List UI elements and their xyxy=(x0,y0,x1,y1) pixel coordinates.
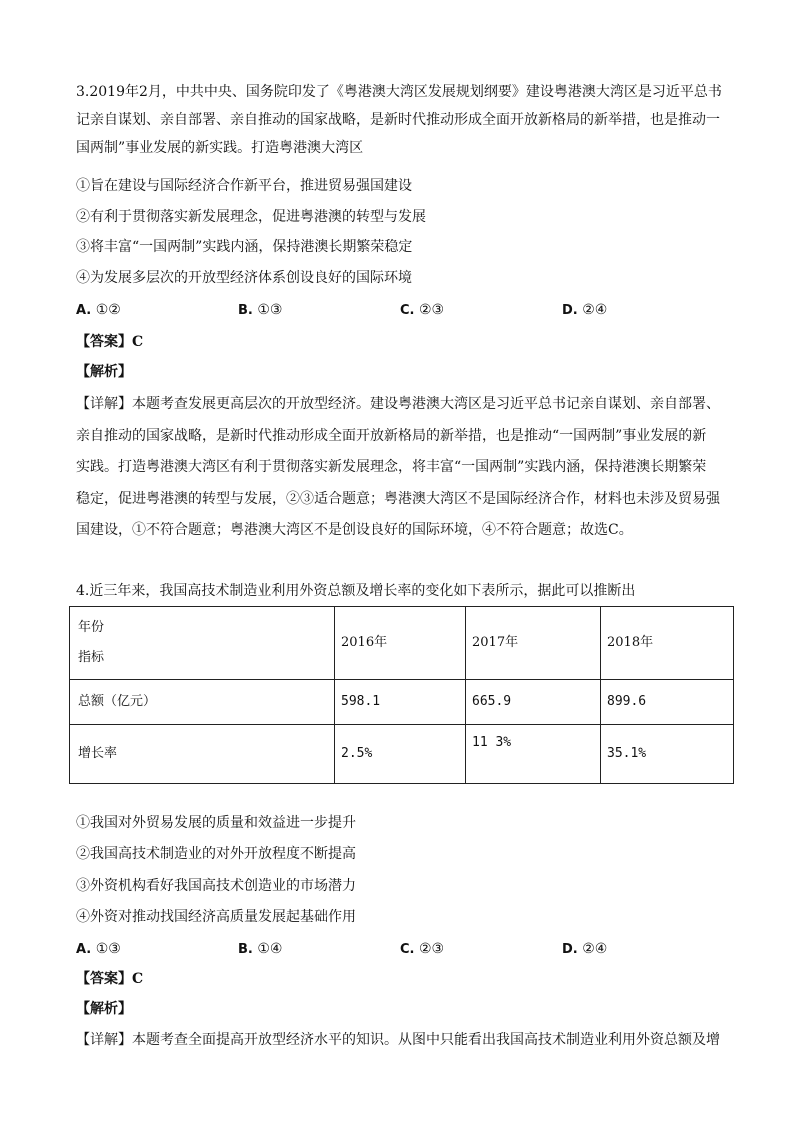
table-row-label: 总额（亿元） xyxy=(70,680,335,725)
q3-detail-line-5: 国建设，①不符合题意；粤港澳大湾区不是创设良好的国际环境，④不符合题意；故选C。 xyxy=(76,522,633,538)
table-cell: 899.6 xyxy=(601,680,734,725)
q3-option-d xyxy=(562,300,607,321)
table-corner-indicator: 指标 xyxy=(78,650,105,665)
q3-detail-line-4: 稳定，促进粤港澳的转型与发展，②③适合题意；粤港澳大湾区不是国际经济合作，材料也未涉及贸易强 xyxy=(76,491,720,507)
table-year-2016: 2016年 xyxy=(335,607,466,680)
q3-option-b-letter: B. xyxy=(238,303,253,318)
q4-option-b-letter: B. xyxy=(238,942,253,957)
q3-detail-line-3: 实践。打造粤港澳大湾区有利于贯彻落实新发展理念，将丰富“一国两制”实践内涵，保持港澳长期繁荣 xyxy=(76,459,707,475)
table-corner-cell xyxy=(70,607,335,680)
q4-option-c xyxy=(400,939,444,960)
q3-option-a-letter: A. xyxy=(76,303,92,318)
q4-item-4: ④外资对推动找国经济高质量发展起基础作用 xyxy=(76,909,356,925)
q3-answer: 【答案】C xyxy=(76,334,144,350)
q4-stem: 4.近三年来，我国高技术制造业利用外资总额及增长率的变化如下表所示，据此可以推断出 xyxy=(76,583,636,599)
q4-item-3: ③外资机构看好我国高技术创造业的市场潜力 xyxy=(76,878,356,894)
q4-option-d-text: ②④ xyxy=(582,941,608,957)
q3-option-a xyxy=(76,300,121,321)
table-corner-year: 年份 xyxy=(78,620,105,635)
q3-detail-line-1: 【详解】本题考查发展更高层次的开放型经济。建设粤港澳大湾区是习近平总书记亲自谋划、亲自部署、 xyxy=(76,396,720,412)
q4-analysis-label: 【解析】 xyxy=(76,1001,132,1017)
q3-stem-line-1: 3.2019年2月，中共中央、国务院印发了《粤港澳大湾区发展规划纲要》建设粤港澳大湾区是习近平总书 xyxy=(76,84,722,100)
q3-analysis-label: 【解析】 xyxy=(76,364,132,380)
q4-option-d-letter: D. xyxy=(562,942,578,957)
q4-option-a xyxy=(76,939,121,960)
q3-option-d-text: ②④ xyxy=(582,302,608,318)
q4-option-d xyxy=(562,939,607,960)
q4-option-c-letter: C. xyxy=(400,942,415,957)
q4-answer: 【答案】C xyxy=(76,971,144,987)
q4-option-b-text: ①④ xyxy=(257,941,283,957)
q3-item-4: ④为发展多层次的开放型经济体系创设良好的国际环境 xyxy=(76,270,412,286)
table-header-row xyxy=(70,607,734,680)
table-cell: 11 3% xyxy=(466,725,601,784)
table-row xyxy=(70,680,734,725)
q4-option-b xyxy=(238,939,282,960)
q3-item-3: ③将丰富“一国两制”实践内涵，保持港澳长期繁荣稳定 xyxy=(76,239,413,255)
q3-stem-line-2: 记亲自谋划、亲自部署、亲自推动的国家战略，是新时代推动形成全面开放新格局的新举措，也是推动一 xyxy=(76,112,720,128)
q3-option-a-text: ①② xyxy=(95,302,121,318)
q3-stem-line-3: 国两制”事业发展的新实践。打造粤港澳大湾区 xyxy=(76,140,364,156)
q3-option-b-text: ①③ xyxy=(257,302,283,318)
q4-option-a-text: ①③ xyxy=(95,941,121,957)
q4-item-1: ①我国对外贸易发展的质量和效益进一步提升 xyxy=(76,815,356,831)
q4-detail-line-1: 【详解】本题考查全面提高开放型经济水平的知识。从图中只能看出我国高技术制造业利用外资总额及增 xyxy=(76,1032,720,1048)
q4-option-a-letter: A. xyxy=(76,942,92,957)
table-row xyxy=(70,725,734,784)
q3-item-2: ②有利于贯彻落实新发展理念，促进粤港澳的转型与发展 xyxy=(76,209,426,225)
q3-option-c xyxy=(400,300,444,321)
q4-item-2: ②我国高技术制造业的对外开放程度不断提高 xyxy=(76,846,356,862)
table-cell: 598.1 xyxy=(335,680,466,725)
q3-option-d-letter: D. xyxy=(562,303,578,318)
q4-option-c-text: ②③ xyxy=(418,941,445,957)
table-year-2017: 2017年 xyxy=(466,607,601,680)
q3-option-c-letter: C. xyxy=(400,303,415,318)
table-row-label: 增长率 xyxy=(70,725,335,784)
table-cell: 2.5% xyxy=(335,725,466,784)
foreign-investment-table xyxy=(69,606,734,784)
table-year-2018: 2018年 xyxy=(601,607,734,680)
q3-item-1: ①旨在建设与国际经济合作新平台，推进贸易强国建设 xyxy=(76,178,412,194)
table-cell: 35.1% xyxy=(601,725,734,784)
table-cell: 665.9 xyxy=(466,680,601,725)
q3-option-c-text: ②③ xyxy=(418,302,445,318)
q3-option-b xyxy=(238,300,282,321)
q3-detail-line-2: 亲自推动的国家战略，是新时代推动形成全面开放新格局的新举措，也是推动“一国两制”事业发展的新 xyxy=(76,428,707,444)
